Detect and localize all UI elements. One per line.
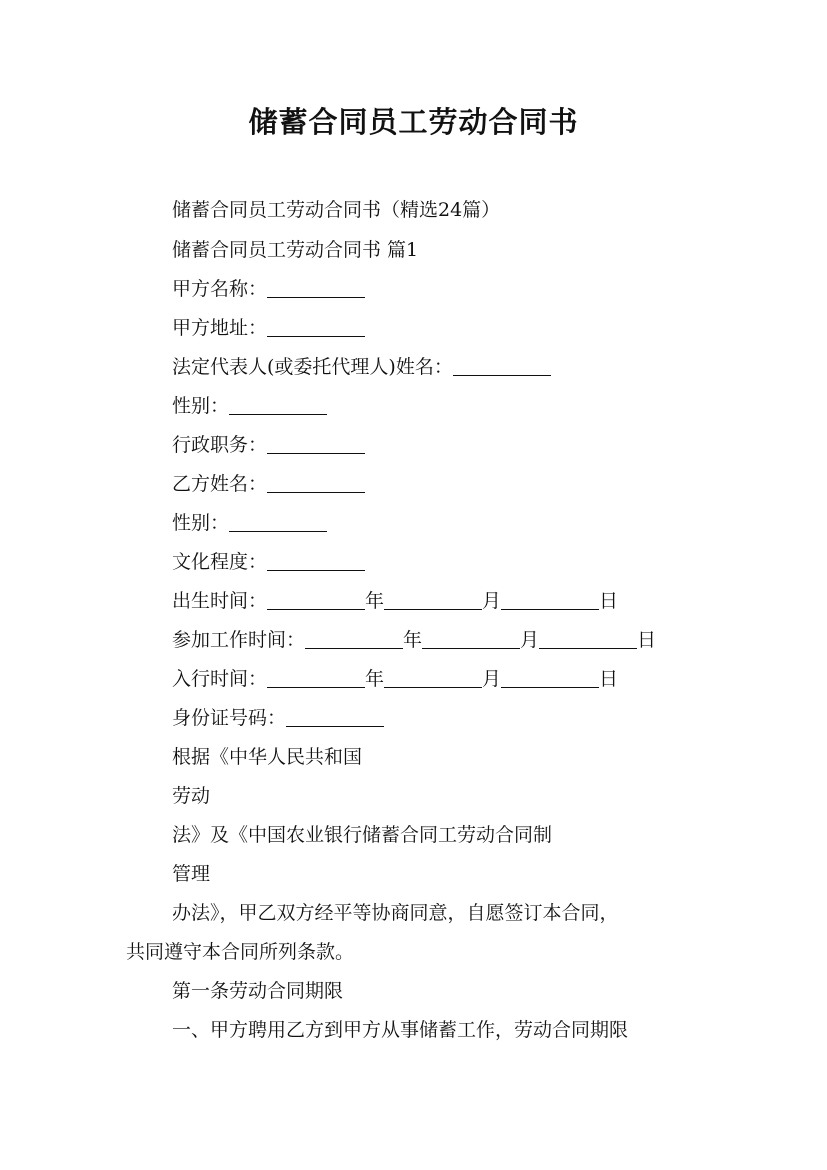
body-line: 共同遵守本合同所列条款。 [126, 941, 355, 963]
fill-blank [453, 356, 551, 376]
day-unit: 日 [637, 629, 657, 651]
document-subtitle: 储蓄合同员工劳动合同书（精选24篇） [172, 199, 501, 221]
field-work-start-date [172, 627, 656, 653]
field-id-number [172, 705, 384, 731]
field-label: 身份证号码： [172, 707, 287, 729]
field-label: 文化程度： [172, 551, 268, 573]
field-position [172, 432, 365, 458]
fill-blank [384, 590, 482, 610]
fill-blank [286, 707, 384, 727]
month-unit: 月 [482, 668, 502, 690]
fill-blank [305, 629, 403, 649]
body-line: 管理 [172, 863, 211, 885]
fill-blank [539, 629, 637, 649]
field-label: 甲方名称： [172, 278, 268, 300]
document-title: 储蓄合同员工劳动合同书 [248, 105, 579, 139]
year-unit: 年 [365, 590, 385, 612]
fill-blank [501, 668, 599, 688]
fill-blank [267, 551, 365, 571]
field-party-a-name [172, 276, 365, 302]
fill-blank [384, 668, 482, 688]
field-gender-2 [172, 510, 327, 536]
fill-blank [229, 512, 327, 532]
fill-blank [501, 590, 599, 610]
body-line: 根据《中华人民共和国 [172, 746, 363, 768]
fill-blank [267, 434, 365, 454]
field-label: 法定代表人(或委托代理人)姓名： [172, 356, 453, 378]
field-party-b-name [172, 471, 365, 497]
body-line: 一、甲方聘用乙方到甲方从事储蓄工作，劳动合同期限 [172, 1019, 629, 1041]
fill-blank [267, 278, 365, 298]
fill-blank [267, 668, 365, 688]
fill-blank [229, 395, 327, 415]
body-line: 法》及《中国农业银行储蓄合同工劳动合同制 [172, 824, 553, 846]
fill-blank [267, 473, 365, 493]
field-education [172, 549, 365, 575]
field-label: 出生时间： [172, 590, 268, 612]
field-label: 性别： [172, 395, 230, 417]
field-gender-1 [172, 393, 327, 419]
fill-blank [267, 317, 365, 337]
field-label: 入行时间： [172, 668, 268, 690]
section-heading: 储蓄合同员工劳动合同书 篇1 [172, 239, 419, 261]
year-unit: 年 [365, 668, 385, 690]
body-line: 劳动 [172, 785, 211, 807]
field-label: 性别： [172, 512, 230, 534]
field-legal-rep-name [172, 354, 551, 380]
month-unit: 月 [482, 590, 502, 612]
field-party-a-address [172, 315, 365, 341]
day-unit: 日 [599, 668, 619, 690]
day-unit: 日 [599, 590, 619, 612]
field-label: 甲方地址： [172, 317, 268, 339]
field-label: 行政职务： [172, 434, 268, 456]
article-heading: 第一条劳动合同期限 [172, 980, 344, 1002]
field-label: 参加工作时间： [172, 629, 306, 651]
year-unit: 年 [403, 629, 423, 651]
body-line: 办法》，甲乙双方经平等协商同意，自愿签订本合同， [172, 902, 619, 924]
month-unit: 月 [520, 629, 540, 651]
fill-blank [267, 590, 365, 610]
field-birth-date [172, 588, 618, 614]
field-join-date [172, 666, 618, 692]
fill-blank [422, 629, 520, 649]
field-label: 乙方姓名： [172, 473, 268, 495]
